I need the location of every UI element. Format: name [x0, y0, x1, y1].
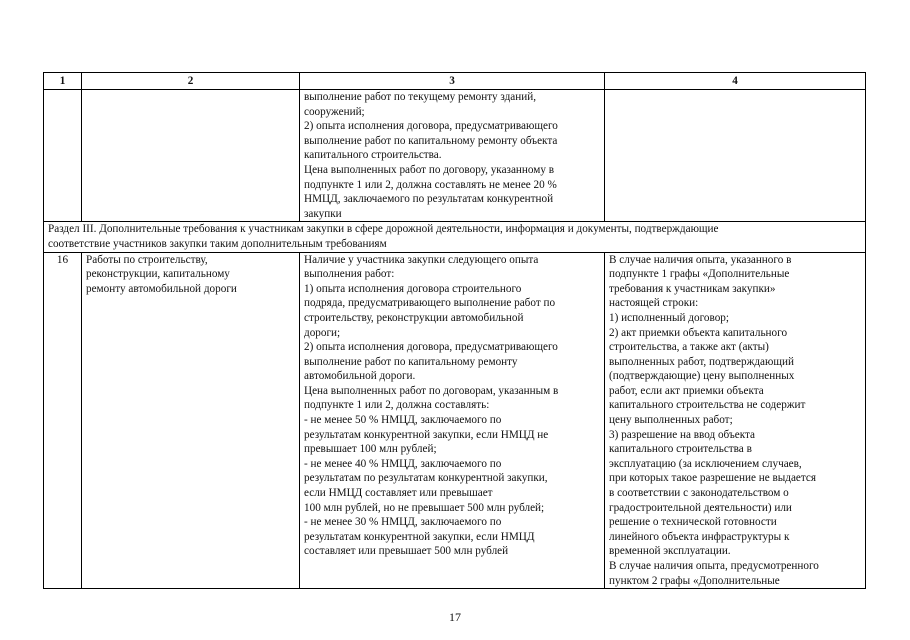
text-line: Раздел III. Дополнительные требования к участникам закупки в сфере дорожной деятельности, информация и документы, подтверждающие — [48, 223, 719, 236]
text-line: реконструкции, капитальному — [86, 268, 230, 281]
text-line: Цена выполненных работ по договору, указанному в — [304, 163, 555, 176]
row-number: 16 — [44, 252, 82, 589]
section-heading-row — [44, 222, 866, 252]
text-line: составляет или превышает 500 млн рублей — [304, 545, 509, 558]
text-line: дороги; — [304, 326, 341, 339]
text-line: 2) опыта исполнения договора, предусматривающего — [304, 341, 558, 354]
text-line: эксплуатацию (за исключением случаев, — [609, 457, 802, 470]
text-line: автомобильной дороги. — [304, 370, 416, 383]
column-number-4: 4 — [605, 73, 866, 90]
table-row — [44, 252, 866, 589]
text-line: строительству, реконструкции автомобильной — [304, 311, 524, 324]
text-line: временной эксплуатации. — [609, 545, 731, 558]
text-line: 2) акт приемки объекта капитального — [609, 326, 788, 339]
section-heading — [44, 222, 866, 252]
text-line: 1) опыта исполнения договора строительного — [304, 282, 522, 295]
row-documents — [605, 252, 866, 589]
text-line: 3) разрешение на ввод объекта — [609, 428, 756, 441]
text-line: решение о технической готовности — [609, 516, 777, 529]
text-line: 100 млн рублей, но не превышает 500 млн рублей; — [304, 501, 545, 514]
requirements-table — [43, 72, 866, 589]
text-line: результатам конкурентной закупки, если НМЦД не — [304, 428, 549, 441]
continuation-row-documents — [605, 90, 866, 222]
text-line: (подтверждающие) цену выполненных — [609, 370, 795, 383]
row-requirements — [300, 252, 605, 589]
column-number-3: 3 — [300, 73, 605, 90]
text-line: капитального строительства в — [609, 443, 752, 456]
text-line: результатам по результатам конкурентной закупки, — [304, 472, 548, 485]
text-line: Работы по строительству, — [86, 253, 208, 266]
continuation-row-work-type — [82, 90, 300, 222]
text-line: строительства, а также акт (акты) — [609, 341, 769, 354]
continuation-row — [44, 90, 866, 222]
text-line: если НМЦД составляет или превышает — [304, 487, 493, 500]
text-line: Цена выполненных работ по договорам, указанным в — [304, 384, 559, 397]
continuation-row-number — [44, 90, 82, 222]
continuation-row-requirements — [300, 90, 605, 222]
text-line: сооружений; — [304, 105, 365, 118]
row-work-type — [82, 252, 300, 589]
text-line: выполненных работ, подтверждающий — [609, 355, 794, 368]
text-line: капитального строительства. — [304, 149, 442, 162]
text-line: подпункте 1 графы «Дополнительные — [609, 268, 790, 281]
text-line: настоящей строки: — [609, 297, 699, 310]
text-line: выполнение работ по текущему ремонту зданий, — [304, 91, 537, 103]
text-line: выполнение работ по капитальному ремонту объекта — [304, 134, 558, 147]
text-line: работ, если акт приемки объекта — [609, 384, 764, 397]
text-line: 2) опыта исполнения договора, предусматривающего — [304, 120, 558, 133]
text-line: - не менее 30 % НМЦД, заключаемого по — [304, 516, 502, 529]
text-line: линейного объекта инфраструктуры к — [609, 530, 790, 543]
text-line: превышает 100 млн рублей; — [304, 443, 437, 456]
text-line: 1) исполненный договор; — [609, 311, 730, 324]
text-line: - не менее 40 % НМЦД, заключаемого по — [304, 457, 502, 470]
text-line: подпункте 1 или 2, должна составлять: — [304, 399, 490, 412]
text-line: выполнение работ по капитальному ремонту — [304, 355, 518, 368]
text-line: ремонту автомобильной дороги — [86, 282, 237, 295]
text-line: результатам конкурентной закупки, если НМЦД — [304, 530, 535, 543]
text-line: подряда, предусматривающего выполнение работ по — [304, 297, 556, 310]
text-line: - не менее 50 % НМЦД, заключаемого по — [304, 414, 502, 427]
text-line: В случае наличия опыта, указанного в — [609, 253, 792, 266]
text-line: капитального строительства не содержит — [609, 399, 806, 412]
column-number-1: 1 — [44, 73, 82, 90]
page-number: 17 — [449, 610, 461, 624]
text-line: при которых такое разрешение не выдается — [609, 472, 817, 485]
text-line: цену выполненных работ; — [609, 414, 733, 427]
text-line: закупки — [304, 207, 342, 220]
text-line: Наличие у участника закупки следующего опыта — [304, 253, 539, 266]
text-line: НМЦД, заключаемого по результатам конкурентной — [304, 193, 554, 206]
text-line: подпункте 1 или 2, должна составлять не менее 20 % — [304, 178, 557, 191]
text-line: выполнения работ: — [304, 268, 395, 281]
text-line: градостроительной деятельности) или — [609, 501, 792, 514]
text-line: в соответствии с законодательством о — [609, 487, 789, 500]
column-number-2: 2 — [82, 73, 300, 90]
text-line: соответствие участников закупки таким дополнительным требованиям — [48, 237, 387, 250]
text-line: В случае наличия опыта, предусмотренного — [609, 560, 819, 572]
text-line: пунктом 2 графы «Дополнительные — [609, 574, 780, 587]
text-line: требования к участникам закупки» — [609, 282, 776, 295]
column-number-header-row — [44, 73, 866, 90]
